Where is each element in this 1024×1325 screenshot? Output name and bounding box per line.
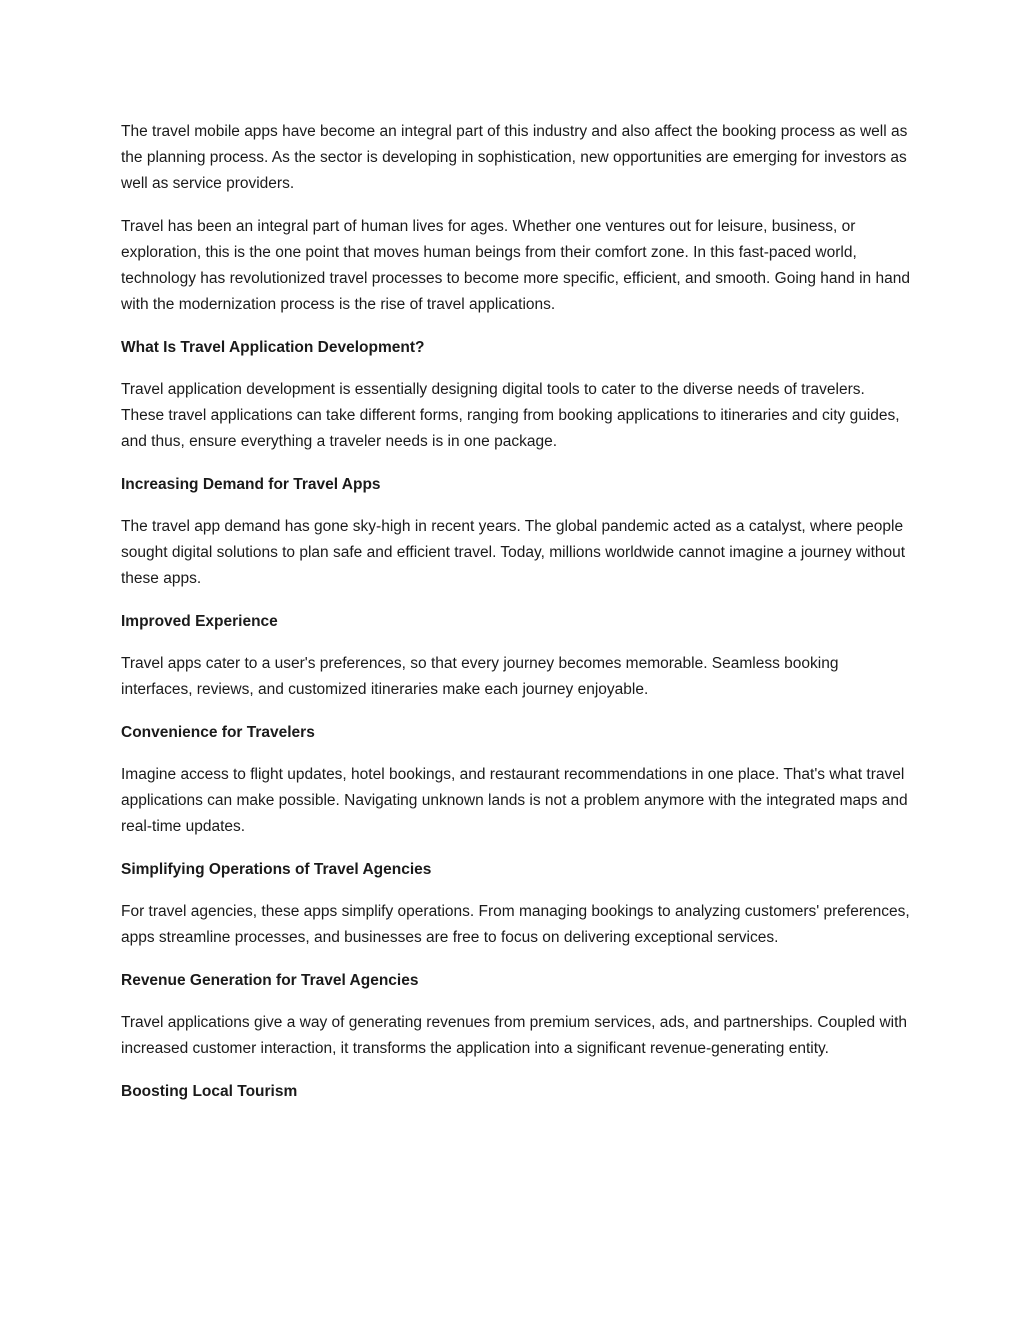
convenience-paragraph: Imagine access to flight updates, hotel bookings, and restaurant recommendations in one place. That's what travel applications can make possible. Navigating unknown lands is not a problem anymore with the integrated maps and real-time updates.	[121, 766, 908, 835]
section-heading-simplifying-operations: Simplifying Operations of Travel Agencies	[121, 861, 432, 878]
definition-paragraph: Travel application development is essentially designing digital tools to cater to the diverse needs of travelers. These travel applications can take different forms, ranging from booking applications to itineraries and city guides, and thus, ensure everything a traveler needs is in one package.	[121, 381, 900, 450]
experience-paragraph: Travel apps cater to a user's preferences, so that every journey becomes memorable. Seamless booking interfaces, reviews, and customized itineraries make each journey enjoyable.	[121, 655, 839, 698]
section-heading-increasing-demand: Increasing Demand for Travel Apps	[121, 476, 381, 493]
revenue-paragraph: Travel applications give a way of generating revenues from premium services, ads, and partnerships. Coupled with increased customer interaction, it transforms the application into a significant revenue-generating entity.	[121, 1014, 908, 1057]
section-heading-what-is-travel-app-development: What Is Travel Application Development?	[121, 339, 425, 356]
section-heading-revenue-generation: Revenue Generation for Travel Agencies	[121, 972, 419, 989]
travel-history-paragraph: Travel has been an integral part of human lives for ages. Whether one ventures out for leisure, business, or exploration, this is the one point that moves human beings from their comfort zone. In this fast-paced world, technology has revolutionized travel processes to become more specific, efficient, and smooth. Going hand in hand with the modernization process is the rise of travel applications.	[121, 218, 910, 313]
section-heading-improved-experience: Improved Experience	[121, 613, 278, 630]
operations-paragraph: For travel agencies, these apps simplify operations. From managing bookings to analyzing customers' preferences, apps streamline processes, and businesses are free to focus on delivering exceptional services.	[121, 903, 910, 946]
document-page	[121, 119, 911, 1121]
section-heading-convenience: Convenience for Travelers	[121, 724, 315, 741]
intro-paragraph: The travel mobile apps have become an integral part of this industry and also affect the booking process as well as the planning process. As the sector is developing in sophistication, new opportunities are emerging for investors as well as service providers.	[121, 123, 908, 192]
demand-paragraph: The travel app demand has gone sky-high in recent years. The global pandemic acted as a catalyst, where people sought digital solutions to plan safe and efficient travel. Today, millions worldwide cannot imagine a journey without these apps.	[121, 518, 906, 587]
section-heading-boosting-local-tourism: Boosting Local Tourism	[121, 1083, 298, 1100]
